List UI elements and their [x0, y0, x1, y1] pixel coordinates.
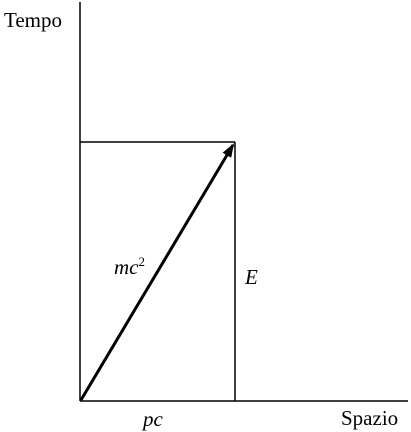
- momentum-label: pc: [143, 407, 163, 431]
- mc2-arrow: [81, 145, 233, 400]
- energy-label: E: [245, 265, 258, 289]
- mc2-label: [114, 254, 145, 279]
- space-axis-label: Spazio: [341, 406, 399, 430]
- time-axis-label: Tempo: [4, 8, 63, 32]
- mc2-label-base: mc: [114, 255, 139, 279]
- mc2-label-exponent: 2: [138, 254, 145, 269]
